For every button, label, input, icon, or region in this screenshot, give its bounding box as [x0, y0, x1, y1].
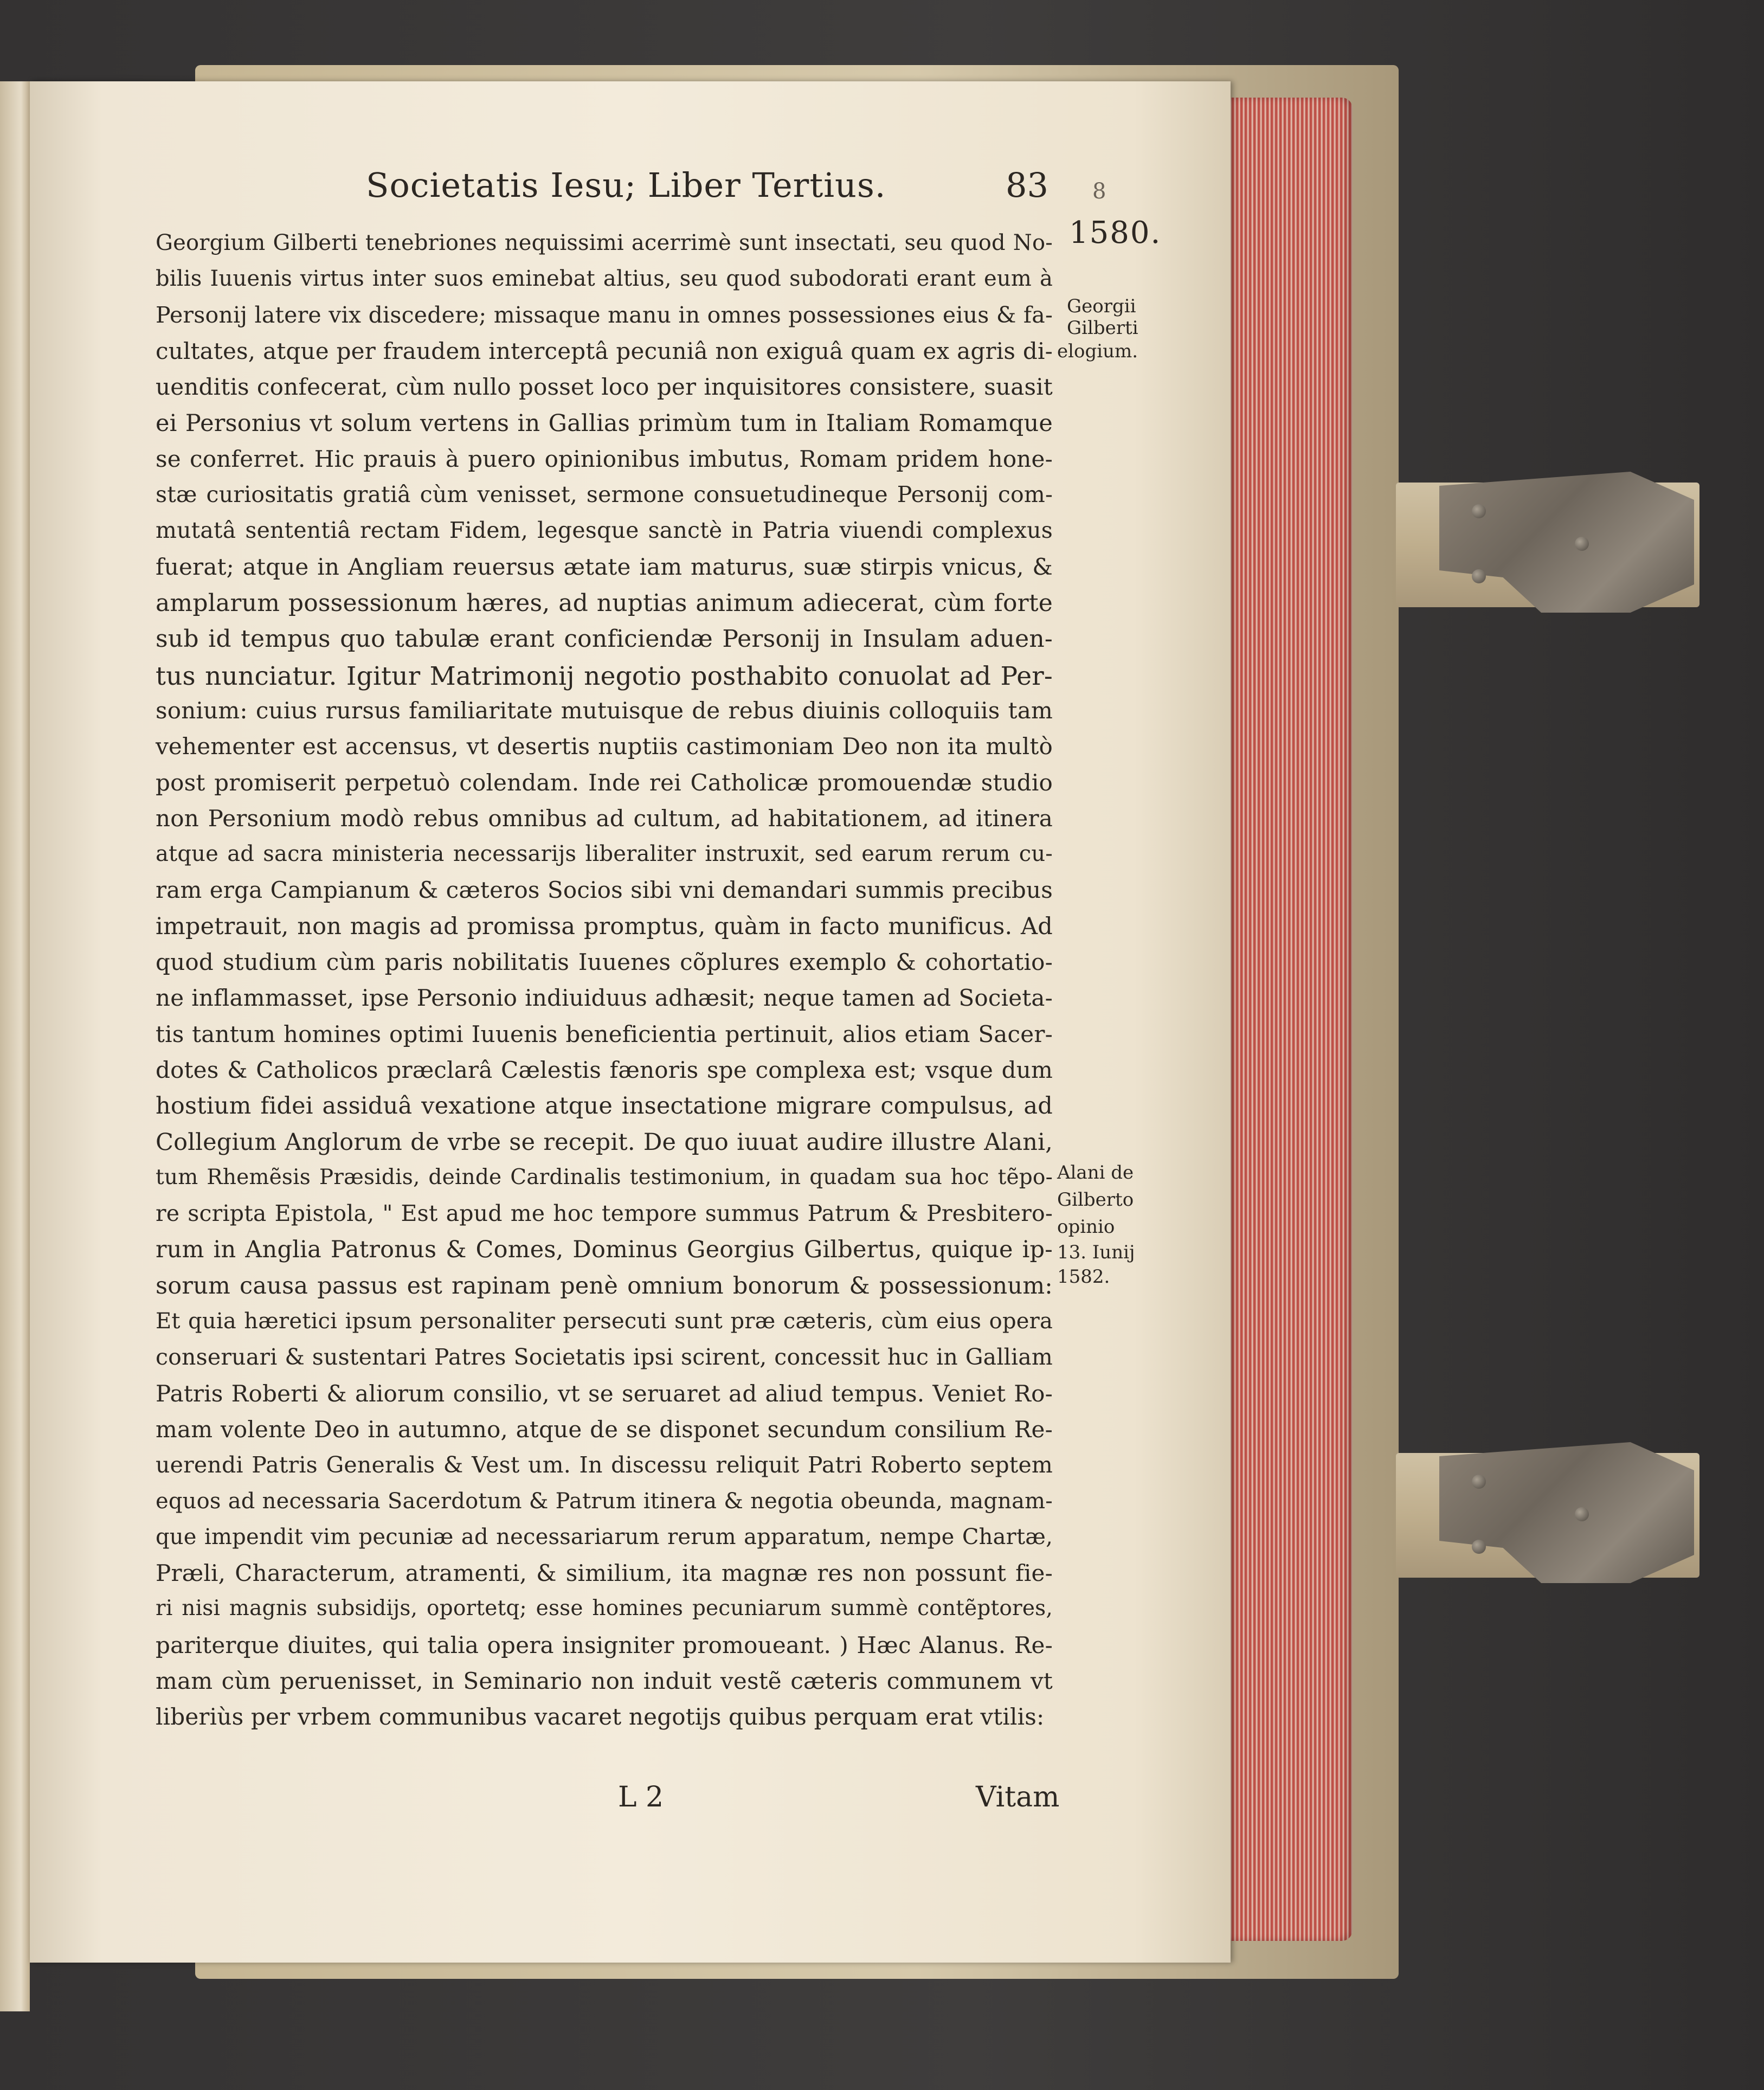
text-line: ei Personius vt solum vertens in Gallias primùm tum in Italiam Romamque [156, 410, 1053, 437]
text-line: amplarum possessionum hæres, ad nuptias animum adiecerat, cùm forte [156, 589, 1053, 617]
text-line: tum Rhemẽsis Præsidis, deinde Cardinalis testimonium, in quadam sua hoc tẽpo- [156, 1165, 1053, 1189]
text-line: uerendi Patris Generalis & Vest um. In discessu reliquit Patri Roberto septem [156, 1452, 1053, 1478]
text-line: Personij latere vix discedere; missaque manu in omnes possessiones eius & fa- [156, 302, 1053, 328]
text-line: pariterque diuites, qui talia opera insigniter promoueant. ) Hæc Alanus. Re- [156, 1632, 1053, 1658]
pencil-mark: 8 [1092, 179, 1106, 204]
text-line: atque ad sacra ministeria necessarijs liberaliter instruxit, sed earum rerum cu- [156, 841, 1053, 866]
text-line: equos ad necessaria Sacerdotum & Patrum itinera & negotia obeunda, magnam- [156, 1489, 1053, 1514]
text-line: hostium fidei assiduâ vexatione atque insectatione migrare compulsus, ad [156, 1092, 1053, 1120]
text-line: post promiserit perpetuò colendam. Inde rei Catholicæ promouendæ studio [156, 769, 1053, 796]
text-line: uenditis confecerat, cùm nullo posset loco per inquisitores consistere, suasit [156, 374, 1053, 400]
text-line: mam cùm peruenisset, in Seminario non induit vestẽ cæteris communem vt [156, 1668, 1053, 1694]
margin-note-line: 1582. [1057, 1266, 1110, 1288]
margin-note-line: 13. Iunij [1057, 1242, 1135, 1263]
text-line: cultates, atque per fraudem interceptâ pecuniâ non exiguâ quam ex agris di- [156, 338, 1053, 364]
text-line: vehementer est accensus, vt desertis nuptiis castimoniam Deo non ita multò [156, 733, 1053, 760]
text-line: quod studium cùm paris nobilitatis Iuuenes cõplures exemplo & cohortatio- [156, 949, 1053, 975]
text-line: sorum causa passus est rapinam penè omnium bonorum & possessionum: [156, 1272, 1053, 1300]
text-line: stæ curiositatis gratiâ cùm venisset, sermone consuetudineque Personij com- [156, 481, 1053, 507]
text-line: Præli, Characterum, atramenti, & similium, ita magnæ res non possunt fie- [156, 1560, 1053, 1586]
signature-mark: L 2 [618, 1781, 664, 1814]
margin-note-line: Gilberti [1067, 317, 1138, 339]
text-line: rum in Anglia Patronus & Comes, Dominus Georgius Gilbertus, quique ip- [156, 1236, 1053, 1263]
text-line: liberiùs per vrbem communibus vacaret negotijs quibus perquam erat vtilis: [156, 1703, 1045, 1730]
text-line: Patris Roberti & aliorum consilio, vt se seruaret ad aliud tempus. Veniet Ro- [156, 1380, 1053, 1407]
text-line: dotes & Catholicos præclarâ Cælestis fænoris spe complexa est; vsque dum [156, 1057, 1053, 1083]
text-line: mutatâ sententiâ rectam Fidem, legesque sanctè in Patria viuendi complexus [156, 517, 1053, 543]
margin-note-line: elogium. [1057, 340, 1138, 362]
text-line: tus nunciatur. Igitur Matrimonij negotio posthabito conuolat ad Per- [156, 661, 1053, 691]
text-line: fuerat; atque in Angliam reuersus ætate iam maturus, suæ stirpis vnicus, & [156, 554, 1053, 580]
running-head: Societatis Iesu; Liber Tertius. [366, 165, 886, 205]
text-line: sonium: cuius rursus familiaritate mutuisque de rebus diuinis colloquiis tam [156, 697, 1053, 724]
text-line: impetrauit, non magis ad promissa promptus, quàm in facto munificus. Ad [156, 913, 1053, 940]
text-line: ri nisi magnis subsidijs, oportetq; esse homines pecuniarum summè contẽptores, [156, 1596, 1053, 1620]
text-line: mam volente Deo in autumno, atque de se disponet secundum consilium Re- [156, 1416, 1053, 1443]
text-line: non Personium modò rebus omnibus ad cultum, ad habitationem, ad itinera [156, 805, 1053, 832]
margin-note-line: Georgii [1067, 295, 1136, 317]
text-line: bilis Iuuenis virtus inter suos eminebat altius, seu quod subodorati erant eum à [156, 266, 1053, 291]
text-line: Collegium Anglorum de vrbe se recepit. De quo iuuat audire illustre Alani, [156, 1129, 1053, 1156]
text-line: sub id tempus quo tabulæ erant conficiendæ Personij in Insulam aduen- [156, 625, 1053, 653]
margin-year: 1580. [1069, 215, 1162, 250]
text-line: ne inflammasset, ipse Personio indiuiduus adhæsit; neque tamen ad Societa- [156, 985, 1053, 1011]
text-line: Georgium Gilberti tenebriones nequissimi acerrimè sunt insectati, seu quod No- [156, 230, 1053, 255]
text-line: Et quia hæretici ipsum personaliter persecuti sunt præ cæteris, cùm eius opera [156, 1309, 1053, 1334]
margin-note-line: opinio [1057, 1216, 1115, 1238]
text-line: tis tantum homines optimi Iuuenis beneficientia pertinuit, alios etiam Sacer- [156, 1021, 1053, 1047]
text-line: ram erga Campianum & cæteros Socios sibi vni demandari summis precibus [156, 877, 1053, 903]
page-number: 83 [1006, 165, 1048, 205]
margin-note-line: Gilberto [1057, 1189, 1134, 1211]
text-line: que impendit vim pecuniæ ad necessariarum rerum apparatum, nempe Chartæ, [156, 1525, 1053, 1549]
text-line: conseruari & sustentari Patres Societatis ipsi scirent, concessit huc in Galliam [156, 1344, 1053, 1370]
text-line: se conferret. Hic prauis à puero opinionibus imbutus, Romam pridem hone- [156, 446, 1053, 472]
catchword: Vitam [976, 1781, 1060, 1814]
margin-note-line: Alani de [1057, 1162, 1134, 1184]
text-line: re scripta Epistola, " Est apud me hoc tempore summus Patrum & Presbitero- [156, 1200, 1053, 1226]
